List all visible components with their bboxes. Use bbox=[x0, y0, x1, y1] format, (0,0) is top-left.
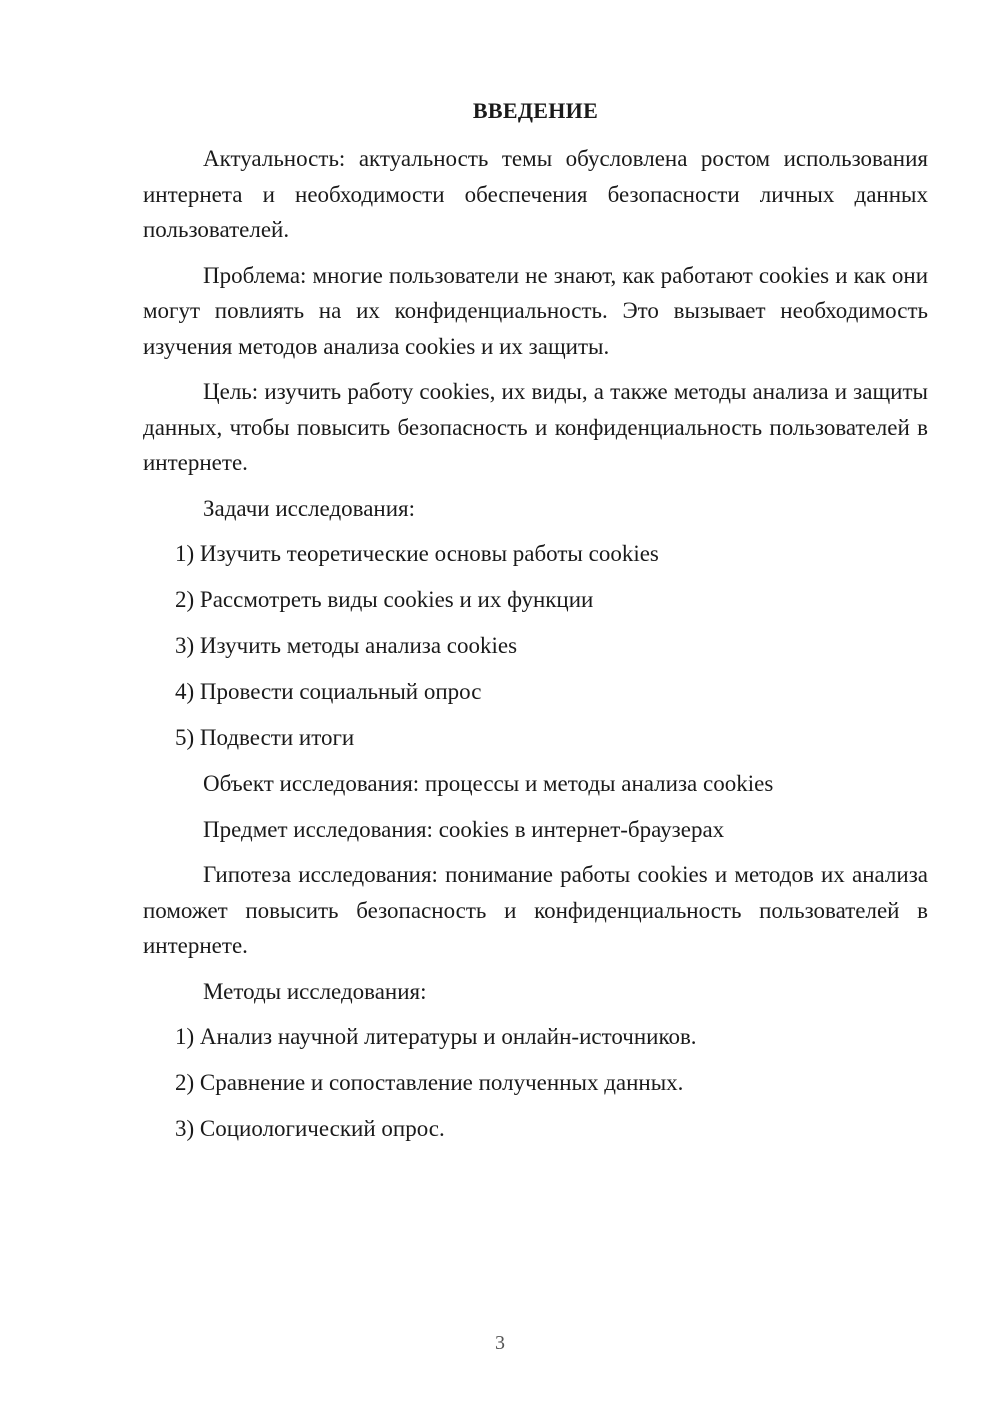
method-item: 3) Социологический опрос. bbox=[175, 1116, 445, 1141]
goal-paragraph: Цель: изучить работу cookies, их виды, а также методы анализа и защиты данных, чтобы повысить безопасность и конфиденциальность пользователей в интернете. bbox=[143, 379, 928, 475]
research-object: Объект исследования: процессы и методы анализа cookies bbox=[203, 771, 774, 796]
page-number: 3 bbox=[495, 1332, 505, 1354]
page-body bbox=[143, 141, 928, 1157]
method-item: 1) Анализ научной литературы и онлайн-источников. bbox=[175, 1024, 697, 1049]
tasks-heading: Задачи исследования: bbox=[203, 495, 416, 521]
task-item: 2) Рассмотреть виды cookies и их функции bbox=[175, 587, 594, 612]
task-item: 1) Изучить теоретические основы работы cookies bbox=[175, 541, 659, 566]
problem-paragraph: Проблема: многие пользователи не знают, как работают cookies и как они могут повлиять на их конфиденциальность. Это вызывает необходимость изучения методов анализа cookies и их защиты. bbox=[143, 262, 928, 359]
research-subject: Предмет исследования: cookies в интернет-браузерах bbox=[203, 816, 725, 842]
task-item: 5) Подвести итоги bbox=[175, 725, 355, 750]
methods-heading: Методы исследования: bbox=[203, 978, 427, 1004]
page-title: ВВЕДЕНИЕ bbox=[472, 98, 599, 123]
task-item: 4) Провести социальный опрос bbox=[175, 679, 482, 704]
hypothesis-paragraph: Гипотеза исследования: понимание работы cookies и методов их анализа поможет повысить безопасность и конфиденциальность пользователей в интернете. bbox=[143, 862, 928, 958]
method-item: 2) Сравнение и сопоставление полученных данных. bbox=[175, 1070, 684, 1095]
relevance-paragraph: Актуальность: актуальность темы обусловлена ростом использования интернета и необходимости обеспечения безопасности личных данных пользователей. bbox=[143, 146, 928, 242]
task-item: 3) Изучить методы анализа cookies bbox=[175, 633, 518, 658]
